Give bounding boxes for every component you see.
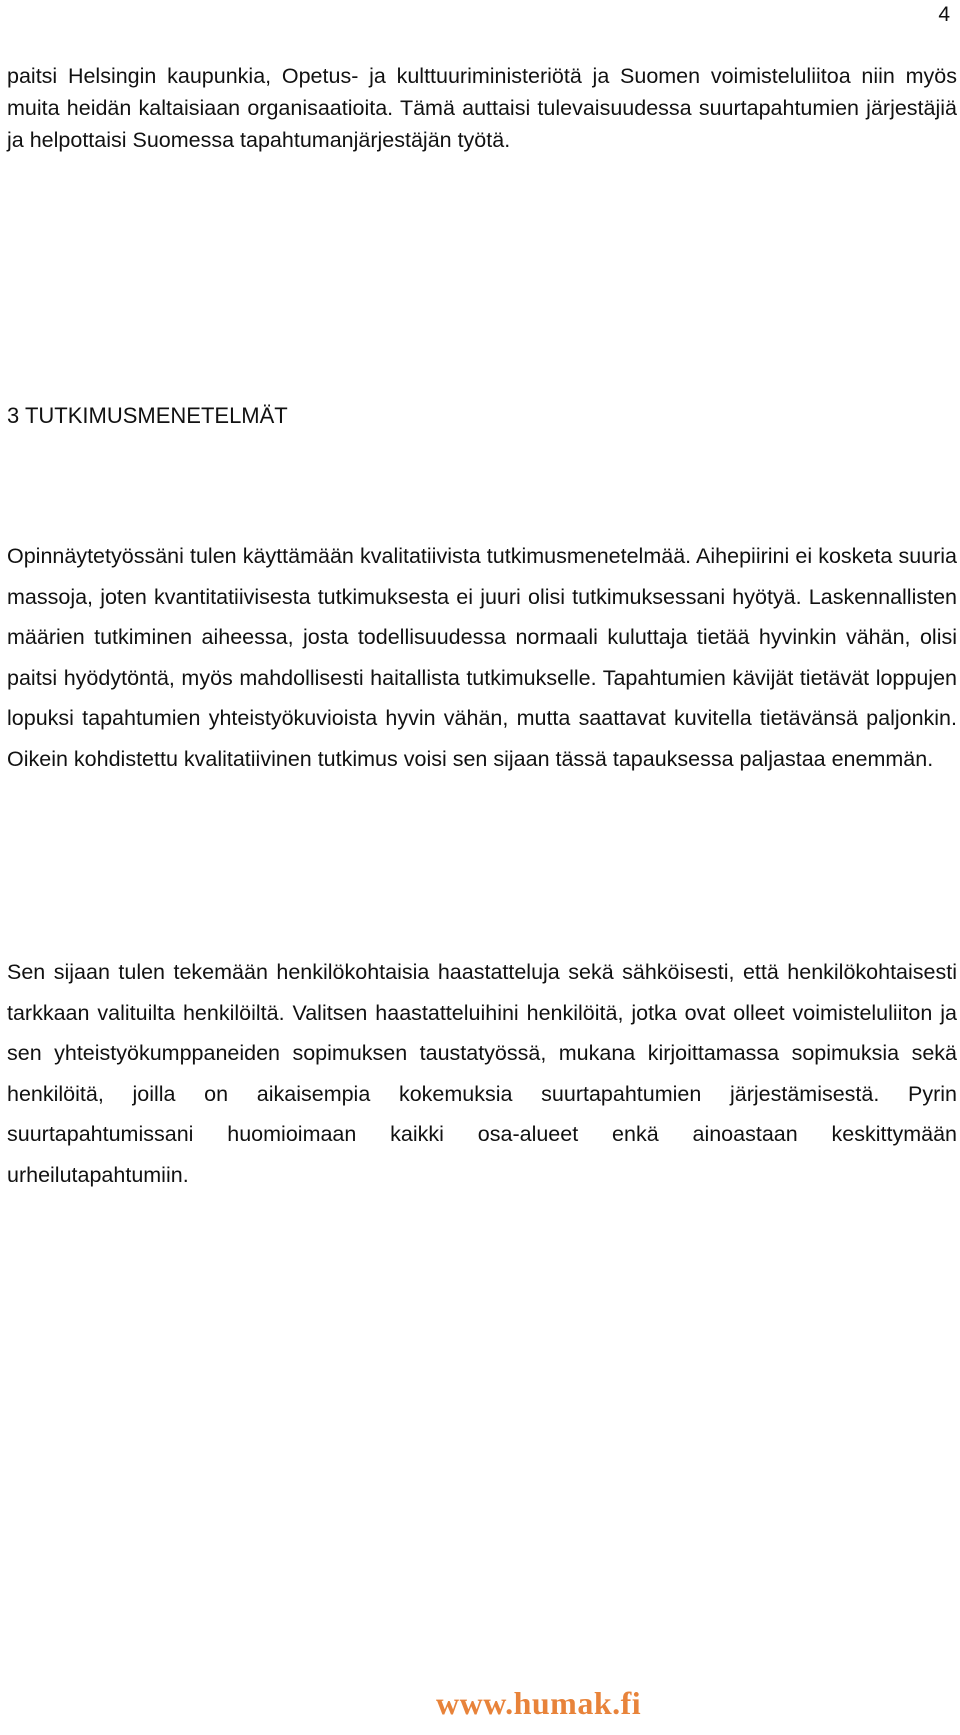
paragraph-intro: paitsi Helsingin kaupunkia, Opetus- ja kulttuuriministeriötä ja Suomen voimisteluliitoa niin myös muita heidän kaltaisiaan organisaatioita. Tämä auttaisi tulevaisuudessa suurtapahtumien järjestäjiä ja helpottaisi Suomessa tapahtumanjärjestäjän työtä. (7, 64, 957, 152)
paragraph-methods: Opinnäytetyössäni tulen käyttämään kvalitatiivista tutkimusmenetelmää. Aihepiirini ei kosketa suuria massoja, joten kvantitatiivisesta tutkimuksesta ei juuri olisi tutkimuksessani hyötyä. Laskennallisten määrien tutkiminen aiheessa, josta todellisuudessa normaali kuluttaja tietää hyvinkin vähän, olisi paitsi hyödytöntä, myös mahdollisesti haitallista tutkimukselle. Tapahtumien kävijät tietävät loppujen lopuksi tapahtumien yhteistyökuvioista hyvin vähän, mutta saattavat kuvitella tietävänsä paljonkin. Oikein kohdistettu kvalitatiivinen tutkimus voisi sen sijaan tässä tapauksessa paljastaa enemmän. (7, 544, 957, 771)
footer-url-link[interactable]: www.humak.fi (436, 1685, 642, 1721)
section-heading: 3 TUTKIMUSMENETELMÄT (7, 403, 288, 428)
page-number: 4 (938, 3, 950, 26)
paragraph-interviews: Sen sijaan tulen tekemään henkilökohtaisia haastatteluja sekä sähköisesti, että henkilökohtaisesti tarkkaan valituilta henkilöiltä. Valitsen haastatteluihini henkilöitä, jotka ovat olleet voimisteluliiton ja sen yhteistyökumppaneiden sopimuksen taustatyössä, mukana kirjoittamassa sopimuksia sekä henkilöitä, joilla on aikaisempia kokemuksia suurtapahtumien järjestämisestä. Pyrin suurtapahtumissani huomioimaan kaikki osa-alueet enkä ainoastaan keskittymään urheilutapahtumiin. (7, 960, 957, 1187)
